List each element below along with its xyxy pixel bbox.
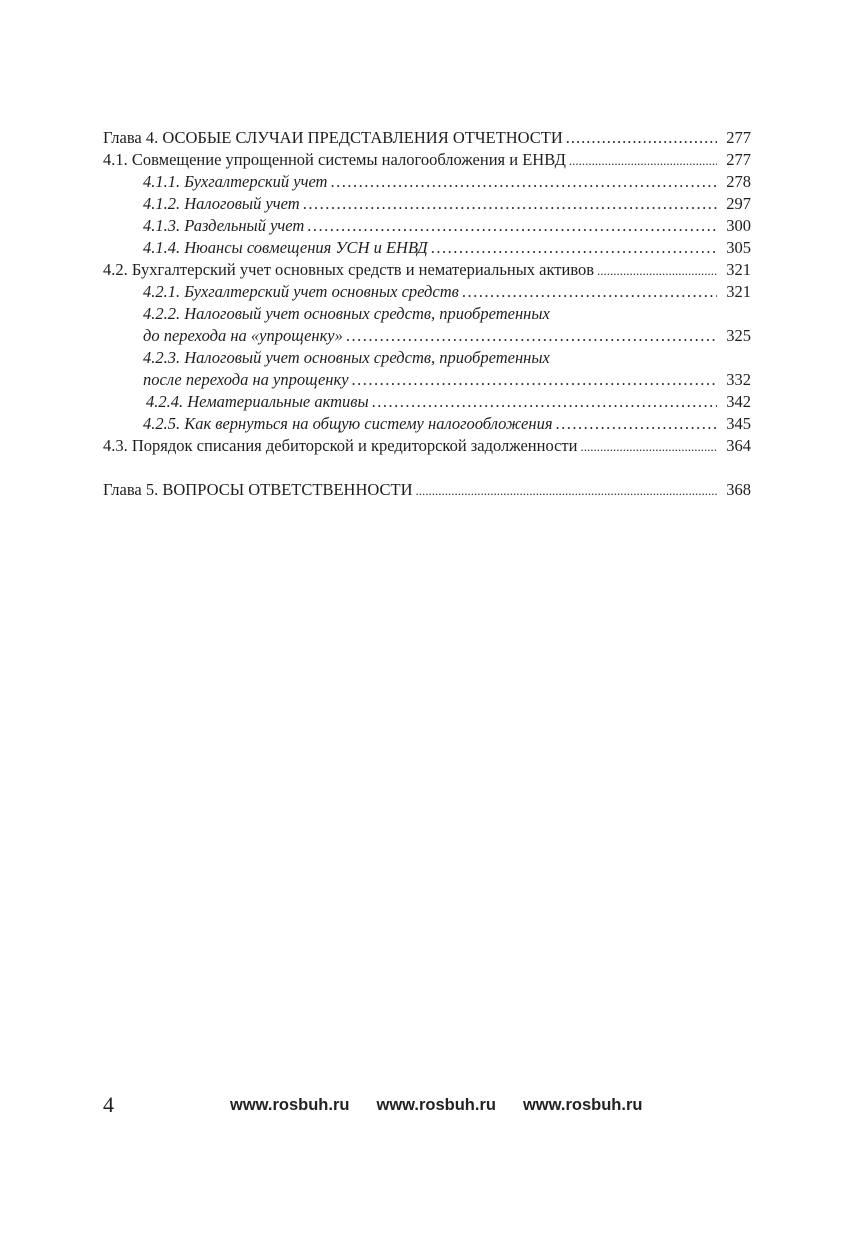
leader-dots — [352, 369, 717, 391]
toc-entry-page: 277 — [726, 128, 751, 147]
toc-entry-title: Глава 4. ОСОБЫЕ СЛУЧАИ ПРЕДСТАВЛЕНИЯ ОТЧЕТНОСТИ — [103, 128, 563, 147]
toc-entry-4-2-2-line1[interactable] — [103, 303, 751, 325]
toc-entry-page: 342 — [726, 392, 751, 411]
toc-entry-4-2-5[interactable] — [103, 413, 751, 435]
toc-entry-page: 305 — [726, 238, 751, 257]
toc-entry-title: 4.2.5. Как вернуться на общую систему налогообложения — [143, 414, 553, 433]
toc-entry-title: 4.2.2. Налоговый учет основных средств, приобретенных — [143, 304, 550, 323]
toc-entry-page: 278 — [726, 172, 751, 191]
leader-dots — [303, 193, 717, 215]
toc-entry-4-2[interactable] — [103, 259, 751, 281]
toc-entry-title: 4.2.3. Налоговый учет основных средств, приобретенных — [143, 348, 550, 367]
toc-entry-title: 4.1.4. Нюансы совмещения УСН и ЕНВД — [143, 238, 428, 257]
toc-entry-page: 332 — [726, 370, 751, 389]
toc-entry-title: Глава 5. ВОПРОСЫ ОТВЕТСТВЕННОСТИ — [103, 480, 413, 499]
toc-entry-4-2-3-line1[interactable] — [103, 347, 751, 369]
toc-entry-4-2-4[interactable] — [103, 391, 751, 413]
toc-entry-page: 368 — [726, 480, 751, 499]
toc-entry-title: 4.1.1. Бухгалтерский учет — [143, 172, 328, 191]
toc-entry-chapter-4[interactable] — [103, 127, 751, 149]
footer-url-link[interactable]: www.rosbuh.ru — [230, 1096, 350, 1114]
leader-dots — [330, 171, 717, 193]
leader-dots — [569, 150, 717, 172]
leader-dots — [556, 413, 718, 435]
toc-entry-4-1-4[interactable] — [103, 237, 751, 259]
toc-entry-title: 4.1. Совмещение упрощенной системы налогообложения и ЕНВД — [103, 150, 566, 169]
toc-entry-title: 4.2. Бухгалтерский учет основных средств и нематериальных активов — [103, 260, 595, 279]
footer-url-link[interactable]: www.rosbuh.ru — [376, 1096, 496, 1114]
page-number: 4 — [103, 1092, 114, 1117]
toc-entry-title: после перехода на упрощенку — [143, 370, 349, 389]
leader-dots — [431, 237, 717, 259]
toc-entry-page: 325 — [726, 326, 751, 345]
toc-entry-4-2-3[interactable] — [103, 369, 751, 391]
leader-dots — [346, 325, 717, 347]
leader-dots — [416, 480, 717, 502]
toc-entry-chapter-5[interactable] — [103, 479, 751, 501]
leader-dots — [566, 127, 717, 149]
toc-entry-page: 364 — [726, 436, 751, 455]
toc-entry-page: 277 — [726, 150, 751, 169]
toc-entry-page: 300 — [726, 216, 751, 235]
section-spacer — [103, 457, 751, 479]
toc-entry-title: 4.1.2. Налоговый учет — [143, 194, 300, 213]
toc-entry-4-1-3[interactable] — [103, 215, 751, 237]
toc-entry-page: 297 — [726, 194, 751, 213]
leader-dots — [597, 260, 717, 282]
toc-entry-title: 4.3. Порядок списания дебиторской и кредиторской задолженности — [103, 436, 578, 455]
toc-entry-4-2-1[interactable] — [103, 281, 751, 303]
toc-entry-4-1-1[interactable] — [103, 171, 751, 193]
toc-entry-4-3[interactable] — [103, 435, 751, 457]
toc-entry-page: 321 — [726, 260, 751, 279]
table-of-contents — [103, 127, 751, 501]
toc-entry-4-1-2[interactable] — [103, 193, 751, 215]
toc-entry-title: 4.1.3. Раздельный учет — [143, 216, 305, 235]
toc-entry-title: 4.2.1. Бухгалтерский учет основных средств — [143, 282, 459, 301]
toc-entry-page: 345 — [726, 414, 751, 433]
toc-entry-4-1[interactable] — [103, 149, 751, 171]
footer-url-link[interactable]: www.rosbuh.ru — [522, 1096, 643, 1114]
toc-entry-title: до перехода на «упрощенку» — [143, 326, 343, 345]
toc-entry-page: 321 — [726, 282, 751, 301]
leader-dots — [580, 436, 717, 458]
leader-dots — [462, 281, 717, 303]
footer-urls — [230, 1094, 642, 1116]
toc-entry-title: 4.2.4. Нематериальные активы — [146, 392, 369, 411]
leader-dots — [372, 391, 717, 413]
leader-dots — [307, 215, 717, 237]
toc-entry-4-2-2[interactable] — [103, 325, 751, 347]
page-footer — [103, 1092, 703, 1118]
